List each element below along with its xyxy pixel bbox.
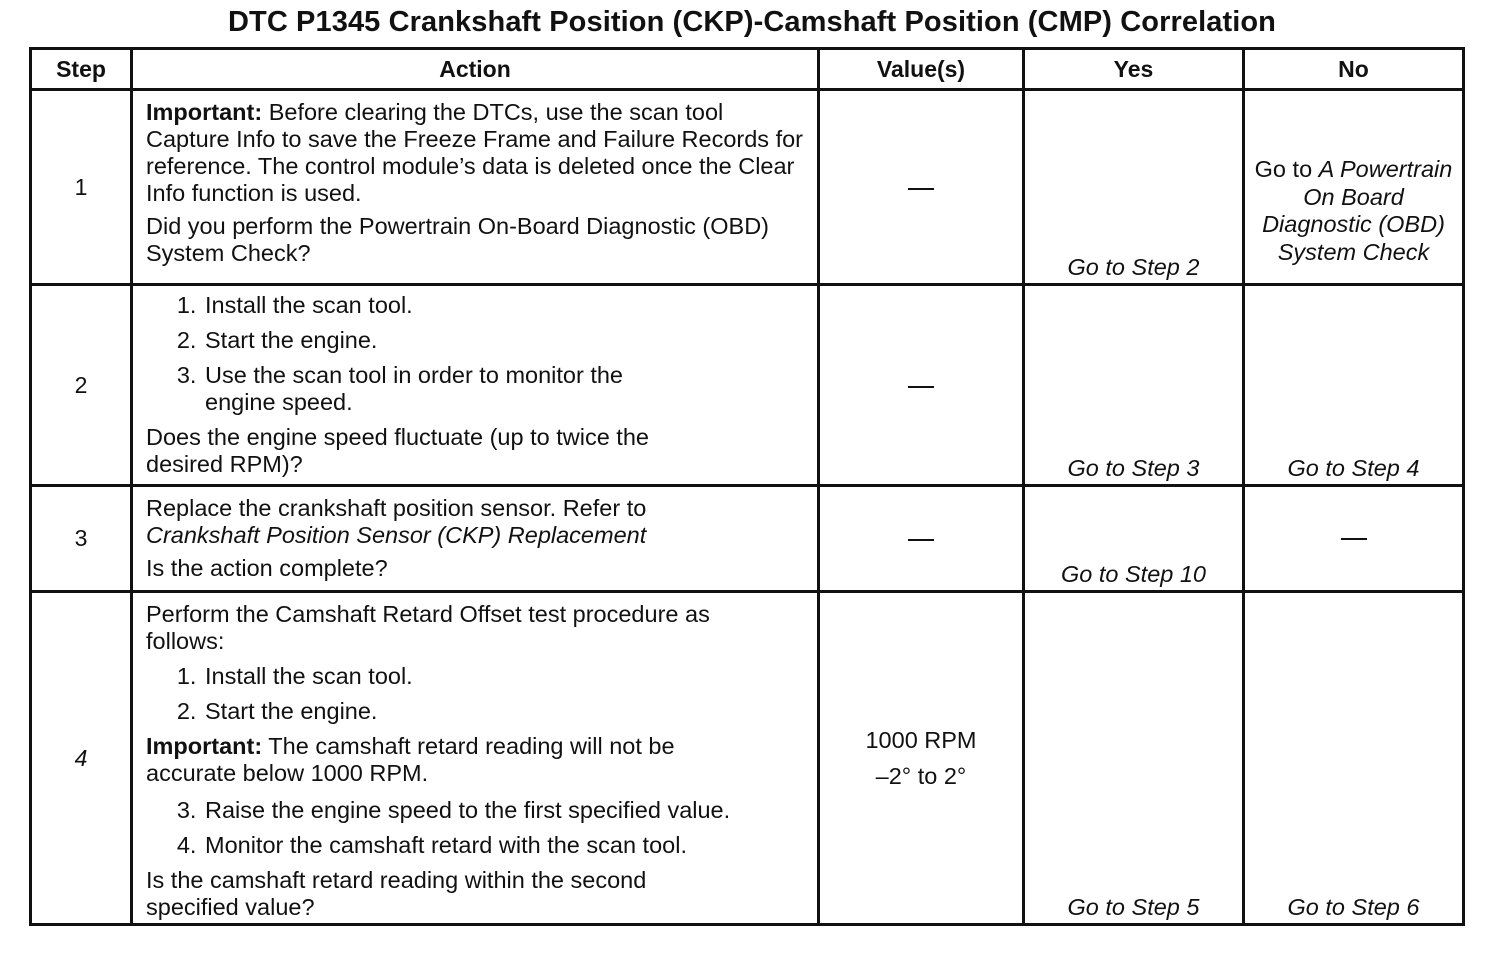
no-cell bbox=[1244, 486, 1464, 592]
no-link[interactable]: A Powertrain On Board Diagnostic (OBD) System Check bbox=[1262, 156, 1453, 265]
action-question: Does the engine speed fluctuate (up to twice the desired RPM)? bbox=[146, 424, 649, 477]
list-item: 1. Install the scan tool. bbox=[203, 292, 807, 319]
list-item: 3. Raise the engine speed to the first specified value. bbox=[203, 797, 807, 824]
diagnostic-table bbox=[29, 47, 1465, 926]
empty-value-dash bbox=[908, 539, 934, 541]
reference-link[interactable]: Crankshaft Position Sensor (CKP) Replacement bbox=[146, 522, 647, 548]
value-cell bbox=[819, 90, 1024, 285]
action-text bbox=[146, 495, 807, 549]
list-item: 2. Start the engine. bbox=[203, 327, 807, 354]
empty-value-dash bbox=[908, 188, 934, 190]
value-cell bbox=[819, 486, 1024, 592]
procedure-list bbox=[146, 663, 807, 725]
page-title: DTC P1345 Crankshaft Position (CKP)-Camshaft Position (CMP) Correlation bbox=[228, 6, 1276, 38]
action-instruction: Replace the crankshaft position sensor. Refer to bbox=[146, 495, 647, 521]
step-number: 2 bbox=[31, 285, 132, 486]
empty-value-dash bbox=[908, 386, 934, 388]
no-link[interactable]: Go to Step 6 bbox=[1244, 592, 1464, 925]
important-label: Important: bbox=[146, 99, 263, 125]
yes-link[interactable]: Go to Step 3 bbox=[1024, 285, 1244, 486]
procedure-list bbox=[146, 797, 807, 859]
value-rpm: 1000 RPM bbox=[865, 727, 977, 753]
yes-link[interactable]: Go to Step 2 bbox=[1024, 90, 1244, 285]
value-cell bbox=[819, 592, 1024, 925]
action-cell bbox=[132, 90, 819, 285]
action-cell bbox=[132, 592, 819, 925]
step-number: 3 bbox=[31, 486, 132, 592]
table-row-step-2 bbox=[31, 285, 1464, 486]
action-cell bbox=[132, 285, 819, 486]
table-row-step-4 bbox=[31, 592, 1464, 925]
yes-link[interactable]: Go to Step 10 bbox=[1024, 486, 1244, 592]
table-row-step-3 bbox=[31, 486, 1464, 592]
header-no: No bbox=[1244, 49, 1464, 90]
action-cell bbox=[132, 486, 819, 592]
yes-link[interactable]: Go to Step 5 bbox=[1024, 592, 1244, 925]
empty-value-dash bbox=[1341, 538, 1367, 540]
important-label: Important: bbox=[146, 733, 263, 759]
important-note bbox=[146, 733, 807, 787]
action-question: Is the action complete? bbox=[146, 555, 388, 581]
important-note bbox=[146, 99, 807, 207]
header-step: Step bbox=[31, 49, 132, 90]
list-item: 4. Monitor the camshaft retard with the scan tool. bbox=[203, 832, 807, 859]
step-number: 4 bbox=[31, 592, 132, 925]
list-item: 3. Use the scan tool in order to monitor the engine speed. bbox=[203, 362, 807, 416]
table-header-row bbox=[31, 49, 1464, 90]
action-intro: Perform the Camshaft Retard Offset test procedure as follows: bbox=[146, 601, 710, 654]
list-item: 2. Start the engine. bbox=[203, 698, 807, 725]
list-item: 1. Install the scan tool. bbox=[203, 663, 807, 690]
important-text: The camshaft retard reading will not be accurate below 1000 RPM. bbox=[146, 733, 675, 786]
action-question: Did you perform the Powertrain On-Board Diagnostic (OBD) System Check? bbox=[146, 213, 769, 266]
step-number: 1 bbox=[31, 90, 132, 285]
no-cell[interactable] bbox=[1244, 90, 1464, 285]
header-action: Action bbox=[132, 49, 819, 90]
value-retard-range: –2° to 2° bbox=[875, 763, 967, 789]
procedure-list bbox=[146, 292, 807, 416]
header-yes: Yes bbox=[1024, 49, 1244, 90]
no-prefix: Go to bbox=[1254, 156, 1319, 182]
value-cell bbox=[819, 285, 1024, 486]
table-row-step-1 bbox=[31, 90, 1464, 285]
action-question: Is the camshaft retard reading within the second specified value? bbox=[146, 867, 647, 920]
important-text: Before clearing the DTCs, use the scan tool Capture Info to save the Freeze Frame and Failure Records for reference. The control module’s data is deleted once the Clear Info function is used. bbox=[146, 99, 804, 206]
header-values: Value(s) bbox=[819, 49, 1024, 90]
no-link[interactable]: Go to Step 4 bbox=[1244, 285, 1464, 486]
